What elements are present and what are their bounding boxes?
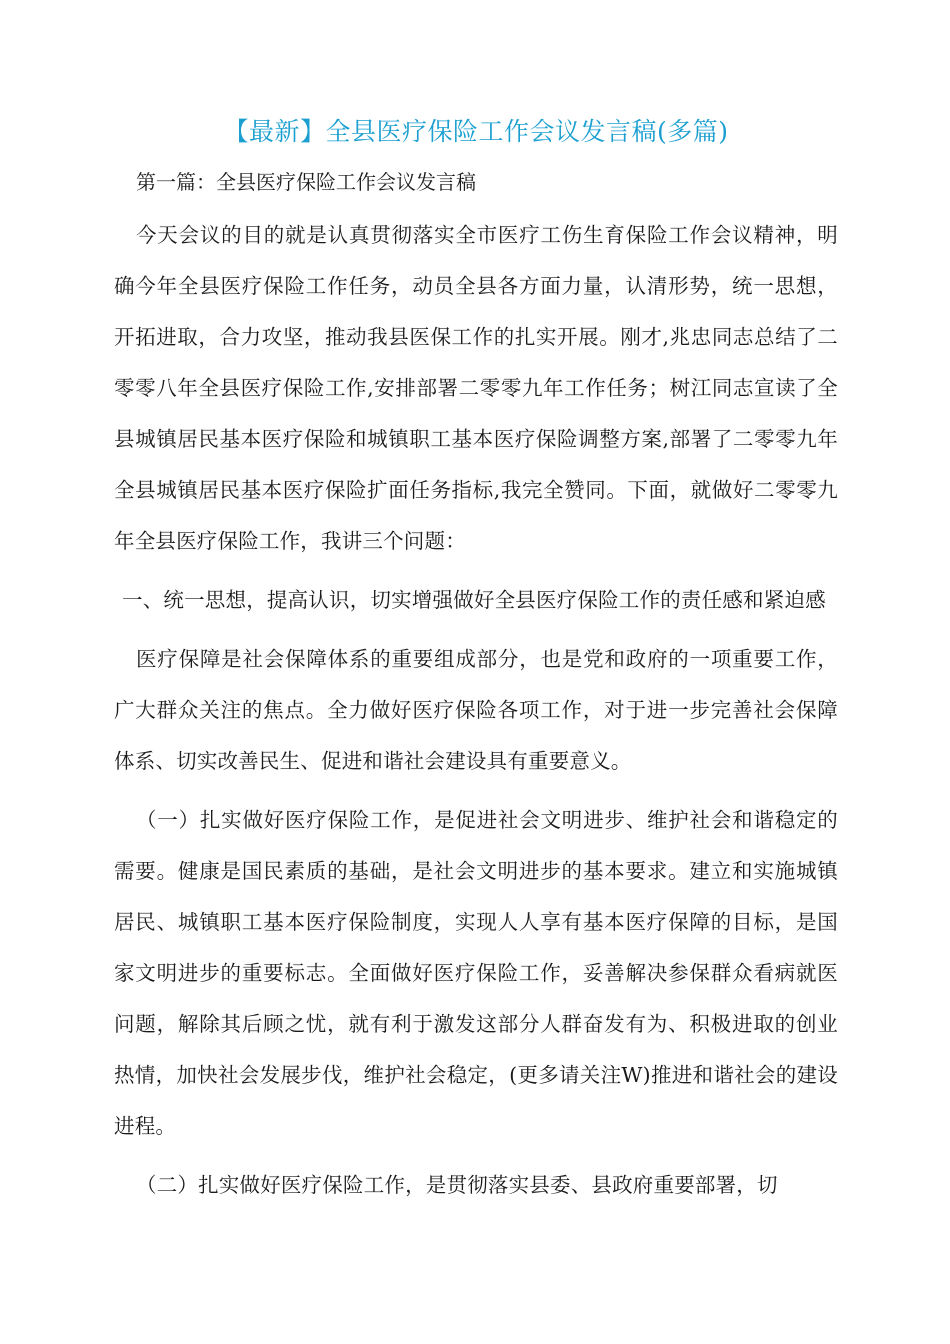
section-heading-1: 一、统一思想，提高认识，切实增强做好全县医疗保险工作的责任感和紧迫感 [122,588,826,612]
paragraph-point-1: （一）扎实做好医疗保险工作，是促进社会文明进步、维护社会和谐稳定的需要。健康是国民素质的基础，是社会文明进步的基本要求。建立和实施城镇居民、城镇职工基本医疗保险制度，实现人人享有基本医疗保障的目标，是国家文明进步的重要标志。全面做好医疗保险工作，妥善解决参保群众看病就医问题，解除其后顾之忧，就有利于激发这部分人群奋发有为、积极进取的创业热情，加快社会发展步伐，维护社会稳定，(更多请关注W)推进和谐社会的建设进程。 [114,808,838,1138]
document-page [114,112,838,1211]
paragraph-intro: 今天会议的目的就是认真贯彻落实全市医疗工伤生育保险工作会议精神，明确今年全县医疗保险工作任务，动员全县各方面力量，认清形势，统一思想，开拓进取，合力攻坚，推动我县医保工作的扎实开展。刚才,兆忠同志总结了二零零八年全县医疗保险工作,安排部署二零零九年工作任务；树江同志宣读了全县城镇居民基本医疗保险和城镇职工基本医疗保险调整方案,部署了二零零九年全县城镇居民基本医疗保险扩面任务指标,我完全赞同。下面，就做好二零零九年全县医疗保险工作，我讲三个问题： [114,223,838,553]
paragraph-medical-security: 医疗保障是社会保障体系的重要组成部分，也是党和政府的一项重要工作，广大群众关注的焦点。全力做好医疗保险各项工作，对于进一步完善社会保障体系、切实改善民生、促进和谐社会建设具有重要意义。 [114,647,838,773]
document-subtitle: 第一篇：全县医疗保险工作会议发言稿 [136,170,476,194]
document-title: 【最新】全县医疗保险工作会议发言稿(多篇) [223,117,729,146]
paragraph-point-2: （二）扎实做好医疗保险工作，是贯彻落实县委、县政府重要部署，切 [136,1173,778,1197]
